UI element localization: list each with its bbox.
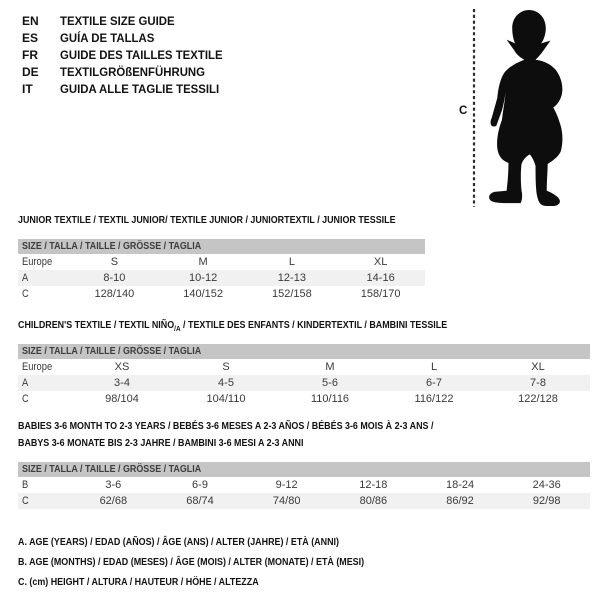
language-label: TEXTILE SIZE GUIDE bbox=[60, 14, 175, 28]
size-cell: 86/92 bbox=[446, 495, 474, 507]
section-title-line: CHILDREN'S TEXTILE / TEXTIL $NIÑO_{/A}$ / TEXTILE DES ENFANTS / KINDERTEXTIL / BAMBINI TESSILE bbox=[18, 319, 448, 334]
language-row bbox=[22, 30, 231, 47]
language-code: FR bbox=[22, 48, 38, 62]
footnote-line: A. AGE (YEARS) / EDAD (AÑOS) / ÂGE (ANS) / ALTER (JAHRE) / ETÀ (ANNI) bbox=[18, 536, 339, 548]
junior-section-title bbox=[18, 212, 462, 229]
table-row bbox=[18, 270, 425, 286]
size-cell: XS bbox=[114, 361, 130, 373]
row-label: C bbox=[22, 393, 29, 405]
size-cell: 62/68 bbox=[99, 495, 128, 507]
size-header-bar: SIZE / TALLA / TAILLE / GRÖSSE / TAGLIA bbox=[18, 239, 425, 254]
size-cell: L bbox=[430, 361, 438, 373]
size-cell: 6-7 bbox=[426, 377, 442, 389]
row-label: B bbox=[22, 479, 29, 491]
table-row bbox=[18, 493, 590, 509]
size-cell: 6-9 bbox=[192, 479, 208, 491]
row-label: A bbox=[22, 272, 29, 284]
section-title-line: BABYS 3-6 MONATE BIS 2-3 JAHRE / BAMBINI 3-6 MESI A 2-3 ANNI bbox=[18, 437, 304, 449]
size-cell: XL bbox=[373, 256, 388, 268]
table-row bbox=[18, 391, 590, 407]
children-size-table bbox=[18, 344, 590, 407]
size-cell: 24-36 bbox=[532, 479, 561, 491]
language-code: EN bbox=[22, 14, 39, 28]
row-label: Europe bbox=[22, 256, 53, 268]
size-cell: 3-4 bbox=[114, 377, 130, 389]
language-row bbox=[22, 81, 231, 98]
row-label: A bbox=[22, 377, 29, 389]
size-cell: M bbox=[198, 256, 208, 268]
language-row bbox=[22, 64, 231, 81]
size-cell: 7-8 bbox=[530, 377, 546, 389]
row-label: C bbox=[22, 495, 29, 507]
language-label: GUÍA DE TALLAS bbox=[60, 31, 155, 45]
size-cell: M bbox=[325, 361, 335, 373]
junior-size-table bbox=[18, 239, 425, 302]
language-label: TEXTILGRÖßENFÜHRUNG bbox=[60, 65, 206, 79]
size-cell: 104/110 bbox=[206, 393, 246, 405]
language-label: GUIDE DES TAILLES TEXTILE bbox=[60, 48, 223, 62]
size-cell: 74/80 bbox=[272, 495, 301, 507]
size-cell: 122/128 bbox=[518, 393, 558, 405]
footnote-line: B. AGE (MONTHS) / EDAD (MESES) / ÂGE (MOIS) / ALTER (MONATE) / ETÀ (MESI) bbox=[18, 556, 365, 568]
size-cell: 3-6 bbox=[105, 479, 122, 491]
table-row bbox=[18, 359, 590, 375]
size-cell: 128/140 bbox=[94, 288, 135, 300]
size-cell: 18-24 bbox=[445, 479, 475, 491]
size-cell: 68/74 bbox=[186, 495, 214, 507]
size-cell: 92/98 bbox=[532, 495, 561, 507]
size-cell: 5-6 bbox=[322, 377, 338, 389]
table-row bbox=[18, 254, 425, 270]
size-cell: 12-13 bbox=[277, 272, 306, 284]
size-cell: 116/122 bbox=[414, 393, 454, 405]
section-title-line: BABIES 3-6 MONTH TO 2-3 YEARS / BEBÉS 3-6 MESES A 2-3 AÑOS / BÉBÉS 3-6 MOIS À 2-3 ANS / bbox=[18, 420, 434, 432]
toddler-silhouette-icon bbox=[487, 9, 571, 207]
language-header bbox=[22, 13, 231, 98]
row-label: Europe bbox=[22, 361, 53, 373]
language-code: ES bbox=[22, 31, 39, 45]
size-cell: XL bbox=[531, 361, 545, 373]
size-cell: 98/104 bbox=[105, 393, 139, 405]
children-section-title bbox=[18, 317, 523, 334]
size-cell: 4-5 bbox=[218, 377, 234, 389]
section-title-line: JUNIOR TEXTILE / TEXTIL JUNIOR/ TEXTILE JUNIOR / JUNIORTEXTIL / JUNIOR TESSILE bbox=[18, 214, 396, 226]
height-dashed-line bbox=[472, 8, 476, 208]
size-cell: S bbox=[110, 256, 119, 268]
size-cell: L bbox=[288, 256, 295, 268]
language-row bbox=[22, 13, 231, 30]
size-cell: 9-12 bbox=[275, 479, 298, 491]
language-label: GUIDA ALLE TAGLIE TESSILI bbox=[60, 82, 220, 96]
size-cell: 158/170 bbox=[360, 288, 401, 300]
size-cell: S bbox=[222, 361, 230, 373]
footnotes bbox=[18, 532, 425, 592]
size-cell: 14-16 bbox=[366, 272, 395, 284]
size-cell: 110/116 bbox=[310, 393, 350, 405]
table-row bbox=[18, 286, 425, 302]
height-measure-label: C bbox=[459, 105, 468, 117]
table-row bbox=[18, 375, 590, 391]
size-cell: 140/152 bbox=[183, 288, 223, 300]
language-code: IT bbox=[22, 82, 33, 96]
babies-size-table bbox=[18, 462, 590, 509]
language-row bbox=[22, 47, 231, 64]
size-cell: 80/86 bbox=[359, 495, 388, 507]
size-cell: 12-18 bbox=[359, 479, 388, 491]
size-header-bar: SIZE / TALLA / TAILLE / GRÖSSE / TAGLIA bbox=[18, 462, 590, 477]
row-label: C bbox=[22, 288, 29, 300]
size-cell: 8-10 bbox=[103, 272, 126, 284]
size-cell: 10-12 bbox=[189, 272, 218, 284]
table-row bbox=[18, 477, 590, 493]
size-header-bar: SIZE / TALLA / TAILLE / GRÖSSE / TAGLIA bbox=[18, 344, 590, 359]
size-cell: 152/158 bbox=[271, 288, 312, 300]
footnote-line: C. (cm) HEIGHT / ALTURA / HAUTEUR / HÖHE / ALTEZZA bbox=[18, 576, 259, 588]
language-code: DE bbox=[22, 65, 39, 79]
babies-section-title bbox=[18, 418, 507, 452]
